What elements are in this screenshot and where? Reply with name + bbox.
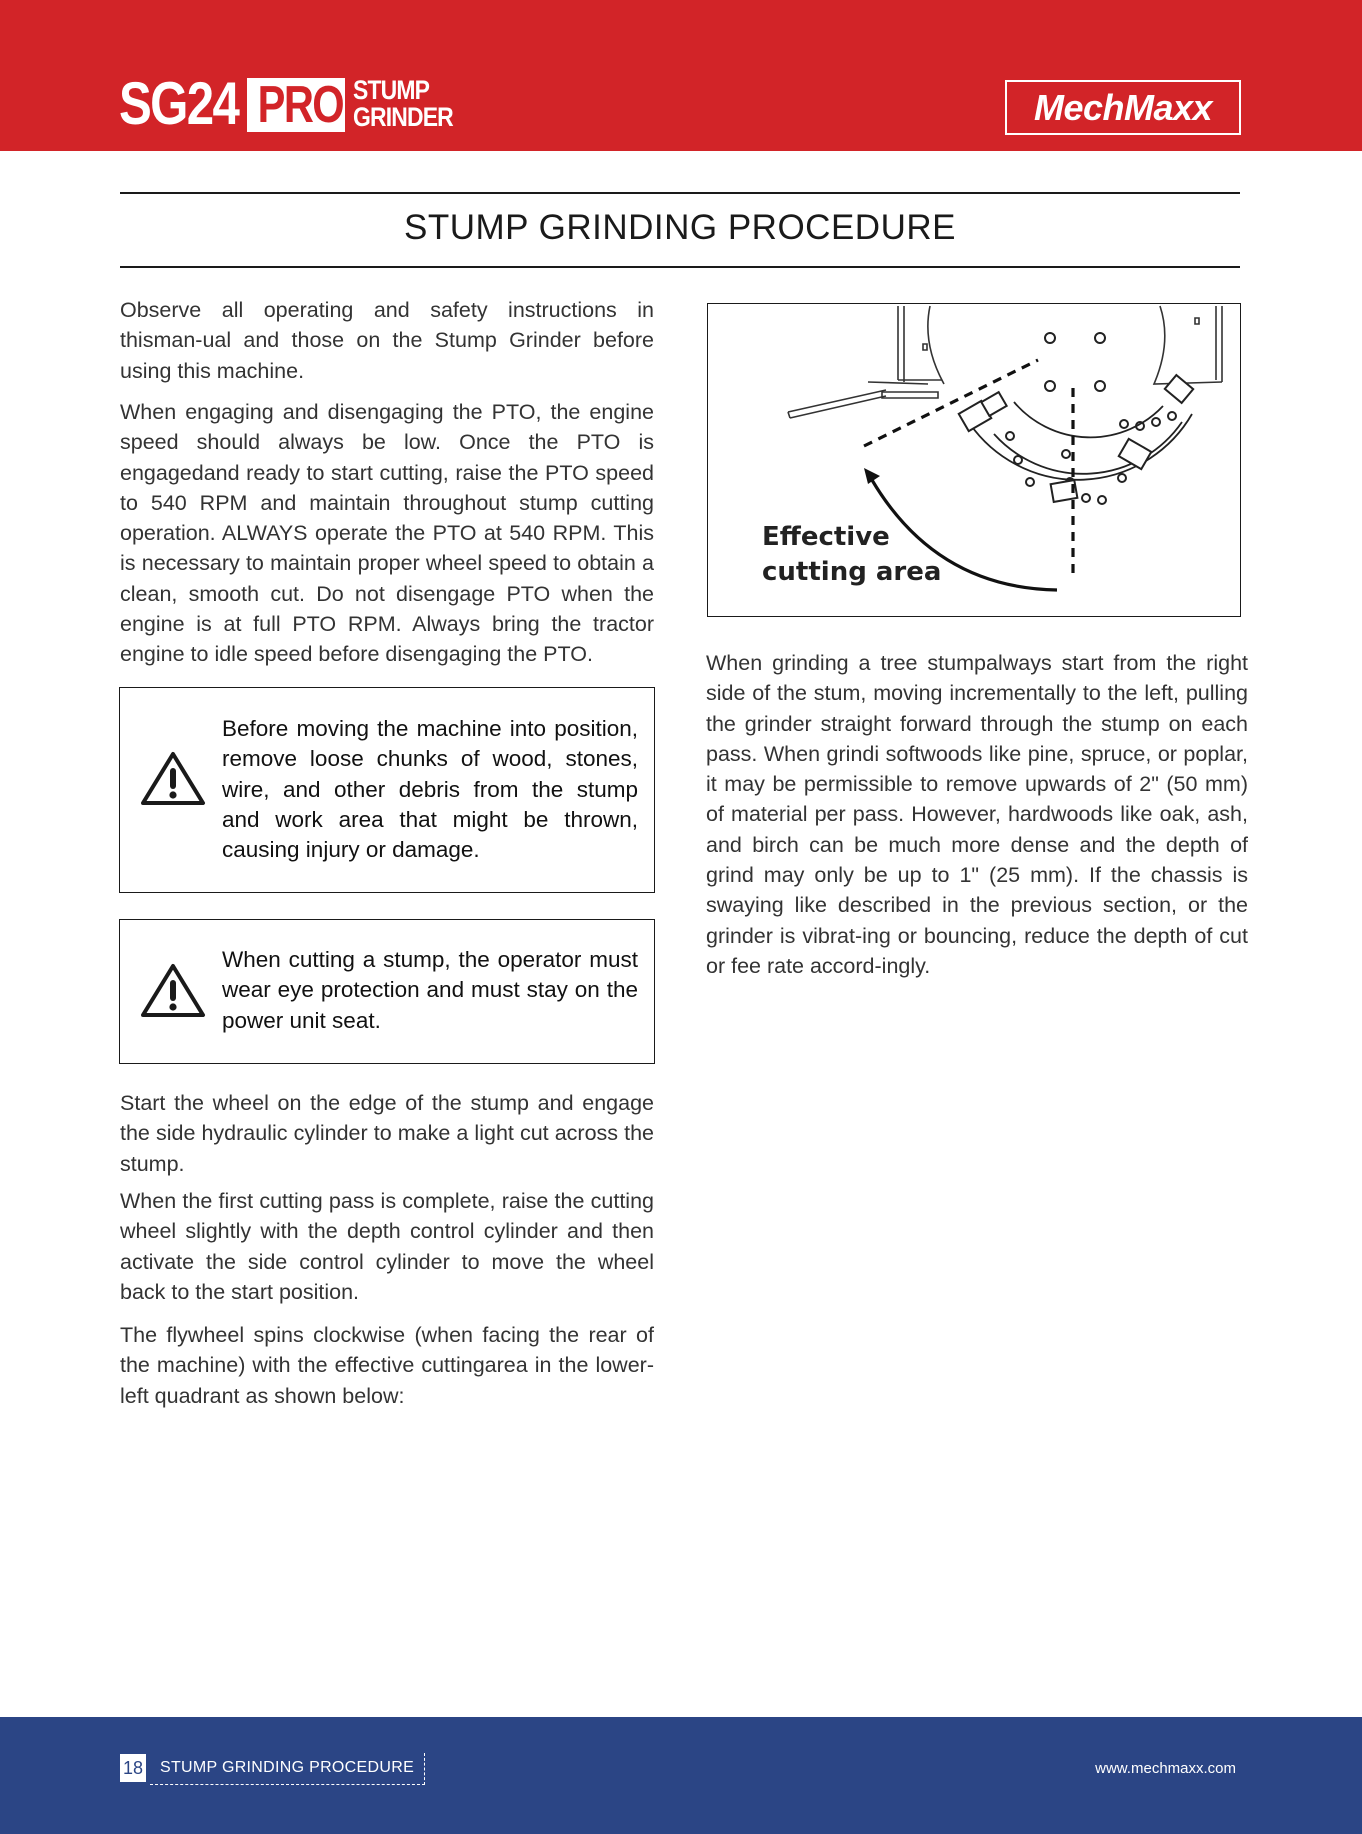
flywheel-paragraph: The flywheel spins clockwise (when facing the rear of the machine) with the effective cuttingarea in the lower-left quadrant as shown below:	[120, 1323, 654, 1408]
warning-icon	[140, 750, 206, 806]
warning-box-debris	[119, 687, 655, 893]
start-wheel-paragraph: Start the wheel on the edge of the stump and engage the side hydraulic cylinder to make a light cut across the stump.	[120, 1091, 654, 1176]
header-bar	[0, 0, 1362, 151]
intro-paragraph: Observe all operating and safety instructions in thisman-ual and those on the Stump Grinder before using this machine.	[120, 298, 654, 383]
pto-paragraph: When engaging and disengaging the PTO, the engine speed should always be low. Once the PTO is engagedand ready to start cutting, raise the PTO speed to 540 RPM and maintain throughout stump cutting operation. ALWAYS operate the PTO at 540 RPM. This is necessary to maintain proper wheel speed to obtain a clean, smooth cut. Do not disengage PTO when the engine is at full PTO RPM. Always bring the tractor engine to idle speed before disengaging the PTO.	[120, 400, 654, 667]
footer-url[interactable]: www.mechmaxx.com	[1095, 1760, 1236, 1777]
logo-pro-text: PRO	[257, 76, 344, 134]
title-rule-bottom	[120, 266, 1240, 268]
warning-text-eye-protection: When cutting a stump, the operator must wear eye protection and must stay on the power unit seat.	[222, 947, 638, 1033]
grinding-paragraph: When grinding a tree stumpalways start from the right side of the stum, moving incrementally to the left, pulling the grinder straight forward through the stump on each pass. When grindi softwoods like pine, spruce, or poplar, it may be permissible to remove upwards of 2" (50 mm) of material per pass. However, hardwoods like oak, ash, and birch can be much more dense and the depth of grind may only be up to 1" (25 mm). If the chassis is swaying like described in the previous section, or the grinder is vibrat-ing or bouncing, reduce the depth of cut or fee rate accord-ingly.	[706, 651, 1248, 978]
logo-model: SG24	[119, 70, 239, 137]
product-logo	[119, 70, 453, 137]
logo-subtitle-line2: GRINDER	[353, 102, 453, 132]
first-pass-paragraph: When the first cutting pass is complete, raise the cutting wheel slightly with the depth control cylinder and then activate the side control cylinder to move the wheel back to the start position.	[120, 1189, 654, 1304]
effective-cutting-area-label	[762, 520, 941, 590]
footer-section-title: STUMP GRINDING PROCEDURE	[150, 1753, 425, 1785]
page-title: STUMP GRINDING PROCEDURE	[404, 208, 956, 247]
fig-label-line2: cutting area	[762, 557, 942, 587]
flywheel	[970, 402, 1192, 480]
logo-subtitle	[353, 77, 471, 131]
logo-pro-badge	[247, 78, 345, 132]
footer-bar	[0, 1717, 1362, 1834]
cutting-area-figure	[707, 303, 1241, 617]
logo-subtitle-line1: STUMP	[353, 75, 430, 105]
cutting-teeth	[959, 375, 1193, 502]
page-number: 18	[120, 1754, 146, 1782]
warning-text-debris: Before moving the machine into position, remove loose chunks of wood, stones, wire, and other debris from the stump and work area that might be thrown, causing injury or damage.	[222, 716, 638, 863]
title-rule-top	[120, 192, 1240, 194]
brand-logo: MechMaxx	[1005, 80, 1241, 135]
warning-icon	[140, 962, 206, 1018]
fig-label-line1: Effective	[762, 522, 890, 552]
warning-box-eye-protection	[119, 919, 655, 1064]
